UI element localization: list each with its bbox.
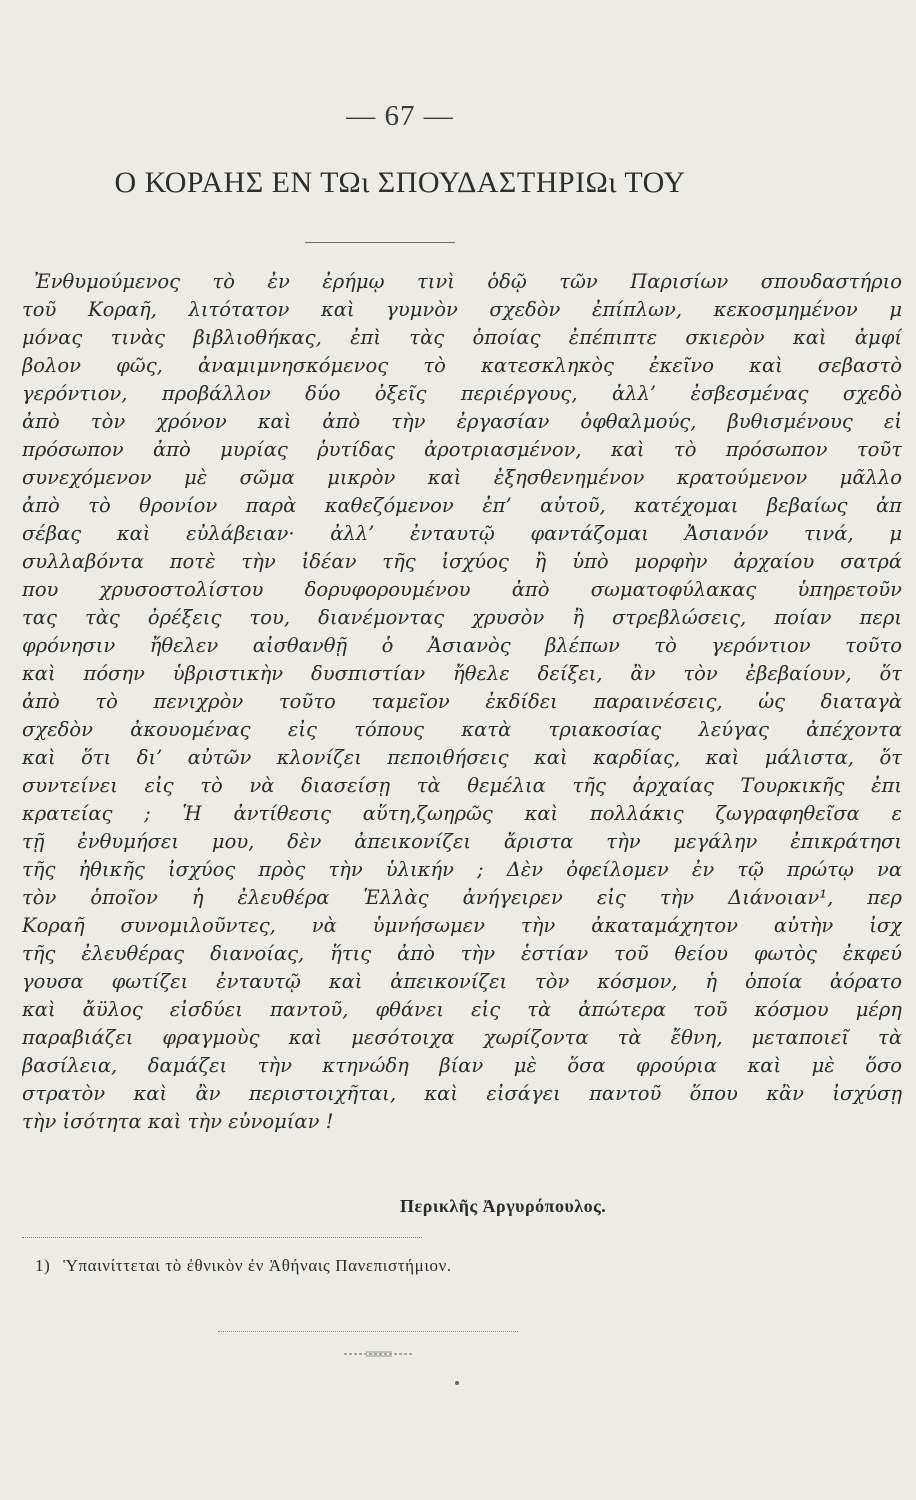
footnote (35, 1256, 452, 1276)
text-line: σχεδὸν ἀκουομένας εἰς τόπους κατὰ τριακοσίας λεύγας ἀπέχοντα (22, 718, 902, 741)
text-line: μόνας τινὰς βιβλιοθήκας, ἐπὶ τὰς ὁποίας ἐπέπιπτε σκιερὸν καὶ ἀμφί (22, 326, 902, 349)
chapter-title: Ο ΚΟΡΑΗΣ ΕΝ ΤΩι ΣΠΟΥΔΑΣΤΗΡΙΩι ΤΟΥ (114, 166, 686, 199)
text-line: γερόντιον, προβάλλον δύο ὀξεῖς περιέργους, ἀλλ’ ἐσβεσμένας σχεδὸ (22, 382, 902, 405)
body-text (22, 268, 902, 1136)
text-line: καὶ ὅτι δι’ αὐτῶν κλονίζει πεποιθήσεις καὶ καρδίας, καὶ μάλιστα, ὅτ (22, 746, 902, 769)
text-line: ἀπὸ τὸ πενιχρὸν τοῦτο ταμεῖον ἐκδίδει παραινέσεις, ὡς διαταγὰ (22, 690, 902, 713)
text-line: συνεχόμενον μὲ σῶμα μικρὸν καὶ ἐξησθενημένον κρατούμενον μᾶλλο (22, 466, 902, 489)
text-line: τὴν ἰσότητα καὶ τὴν εὐνομίαν ! (22, 1110, 334, 1133)
end-ornament (344, 1351, 414, 1357)
text-line: γουσα φωτίζει ἐνταυτῷ καὶ ἀπεικονίζει τὸν κόσμον, ἡ ὁποία ἀόρατο (22, 970, 902, 993)
text-line: σέβας καὶ εὐλάβειαν· ἀλλ’ ἐνταυτῷ φαντάζομαι Ἀσιανόν τινά, μ (22, 522, 902, 545)
footnote-divider (22, 1237, 422, 1238)
text-line: συλλαβόντα ποτὲ τὴν ἰδέαν τῆς ἰσχύος ἢ ὑπὸ μορφὴν ἀρχαίου σατρά (22, 550, 902, 573)
text-line: τῆς ἠθικῆς ἰσχύος πρὸς τὴν ὑλικήν ; Δὲν ὀφείλομεν ἐν τῷ πρώτῳ να (22, 858, 902, 881)
text-line: τοῦ Κοραῆ, λιτότατον καὶ γυμνὸν σχεδὸν ἐπίπλων, κεκοσμημένον μ (22, 298, 902, 321)
text-line: ἀπὸ τὸ θρονίον παρὰ καθεζόμενον ἐπ’ αὐτοῦ, κατέχομαι βεβαίως ἀπ (22, 494, 902, 517)
text-line: συντείνει εἰς τὸ νὰ διασείσῃ τὰ θεμέλια τῆς ἀρχαίας Τουρκικῆς ἐπι (22, 774, 902, 797)
text-line: βασίλεια, δαμάζει τὴν κτηνώδη βίαν μὲ ὅσα φρούρια καὶ μὲ ὅσο (22, 1054, 902, 1077)
text-line: βολον φῶς, ἀναμιμνησκόμενος τὸ κατεσκληκὸς ἐκεῖνο καὶ σεβαστὸ (22, 354, 902, 377)
footnote-marker: 1) (35, 1256, 51, 1275)
text-line: κρατείας ; Ἡ ἀντίθεσις αὕτη,ζωηρῶς καὶ πολλάκις ζωγραφηθεῖσα ε (22, 802, 902, 825)
text-line: Κοραῆ συνομιλοῦντες, νὰ ὑμνήσωμεν τὴν ἀκαταμάχητον αὐτὴν ἰσχ (22, 914, 902, 937)
text-line: φρόνησιν ἤθελεν αἰσθανθῇ ὁ Ἀσιανὸς βλέπων τὸ γερόντιον τοῦτο (22, 634, 902, 657)
text-line: τῆς ἐλευθέρας διανοίας, ἥτις ἀπὸ τὴν ἑστίαν τοῦ θείου φωτὸς ἐκφεύ (22, 942, 902, 965)
end-divider (218, 1331, 518, 1332)
title-divider (305, 242, 455, 243)
page-number: — 67 — (346, 100, 454, 132)
text-line: τὸν ὁποῖον ἡ ἐλευθέρα Ἑλλὰς ἀνήγειρεν εἰς τὴν Διάνοιαν¹, περ (22, 886, 902, 909)
text-line: τας τὰς ὀρέξεις του, διανέμοντας χρυσὸν ἢ στρεβλώσεις, ποίαν περι (22, 606, 902, 629)
author-signature: Περικλῆς Ἀργυρόπουλος. (400, 1196, 607, 1216)
text-line: που χρυσοστολίστου δορυφορουμένου ἀπὸ σωματοφύλακας ὑπηρετοῦν (22, 578, 902, 601)
text-line: Ἐνθυμούμενος τὸ ἐν ἐρήμῳ τινὶ ὁδῷ τῶν Παρισίων σπουδαστήριο (34, 270, 902, 293)
text-line: καὶ πόσην ὑβριστικὴν δυσπιστίαν ἤθελε δείξει, ἂν τὸν ἐβεβαίουν, ὅτ (22, 662, 902, 685)
text-line: ἀπὸ τὸν χρόνον καὶ ἀπὸ τὴν ἐργασίαν ὀφθαλμούς, βυθισμένους εἰ (22, 410, 902, 433)
text-line: παραβιάζει φραγμοὺς καὶ μεσότοιχα χωρίζοντα τὰ ἔθνη, μεταποιεῖ τὰ (22, 1026, 902, 1049)
text-line: πρόσωπον ἀπὸ μυρίας ῥυτίδας ἀροτριασμένον, καὶ τὸ πρόσωπον τοῦτ (22, 438, 902, 461)
text-line: τῇ ἐνθυμήσει μου, δὲν ἀπεικονίζει ἄριστα τὴν μεγάλην ἐπικράτησι (22, 830, 902, 853)
text-line: καὶ ἄϋλος εἰσδύει παντοῦ, φθάνει εἰς τὰ ἀπώτερα τοῦ κόσμου μέρη (22, 998, 902, 1021)
text-line: στρατὸν καὶ ἂν περιστοιχῆται, καὶ εἰσάγει παντοῦ ὅπου κἂν ἰσχύσῃ (22, 1082, 902, 1105)
footnote-text: Ὑπαινίττεται τὸ ἐθνικὸν ἐν Ἀθήναις Πανεπιστήμιον. (63, 1256, 452, 1275)
end-dot (455, 1381, 459, 1385)
